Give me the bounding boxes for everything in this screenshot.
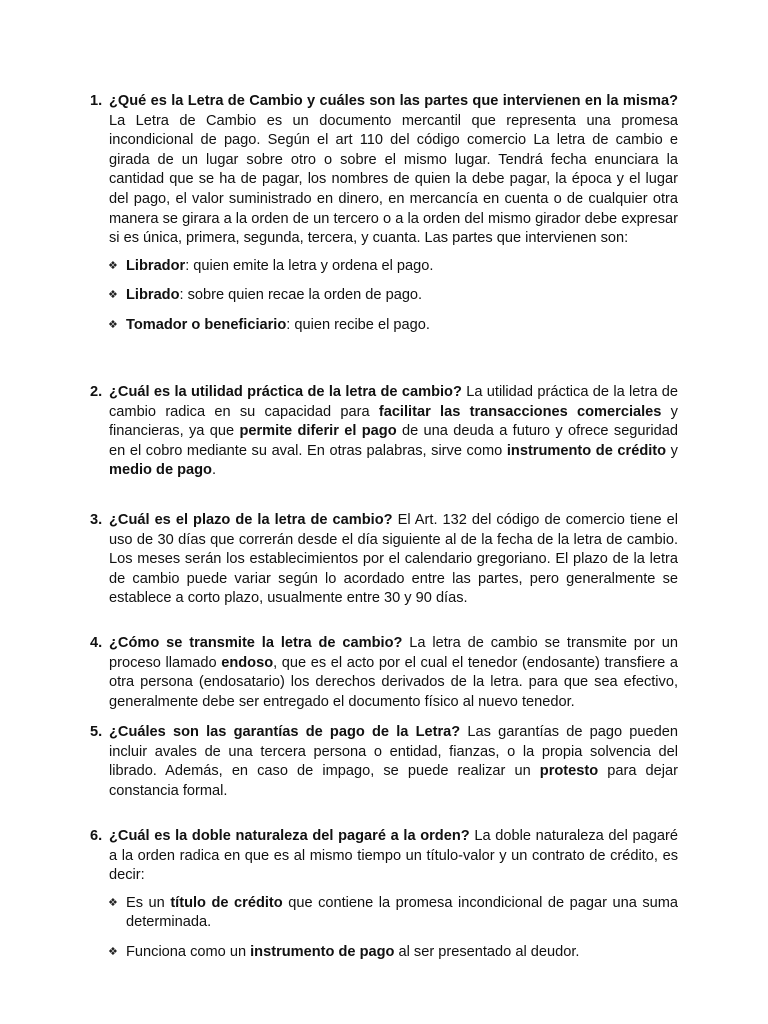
answer-text: de una deuda a futuro y ofrece seguridad en el cobro mediante su aval. En otras palabras, sirve como bbox=[109, 423, 678, 459]
list-item-text: : sobre quien recae la orden de pago. bbox=[179, 287, 423, 304]
list-item bbox=[90, 316, 678, 336]
question-5 bbox=[90, 723, 678, 801]
diamond-bullet-icon: ❖ bbox=[108, 945, 118, 958]
question-number: 2. bbox=[90, 384, 103, 400]
answer-text: y bbox=[666, 442, 678, 459]
question-number: 4. bbox=[90, 635, 103, 651]
diamond-bullet-icon: ❖ bbox=[108, 318, 118, 331]
list-item bbox=[90, 257, 678, 277]
list-item-term: Librador bbox=[126, 257, 186, 274]
diamond-bullet-icon: ❖ bbox=[108, 259, 118, 272]
question-1 bbox=[90, 92, 678, 336]
emphasis-text: protesto bbox=[539, 763, 599, 780]
answer-text: y financieras, ya que bbox=[109, 403, 678, 440]
question-6 bbox=[90, 827, 678, 963]
list-item-term: Librado bbox=[126, 287, 180, 304]
answer-text: La Letra de Cambio es un documento mercantil que representa una promesa incondicional de pago. Según el art 110 del código comercio La letra de cambio e girada de un lugar sobre otro o sobre el mismo lugar. Tendrá fecha enunciara la cantidad que se ha de pagar, los nombres de quien la debe pagar, la época y el lugar del pago, el valor suministrado en dinero, en mercancía en cuenta o de cualquier otra manera se girara a la orden de un tercero o a la orden del mismo girador debe expresar si es única, primera, segunda, tercera, y cuanta. Las partes que intervienen son: bbox=[109, 112, 678, 247]
list-item-text: : quien emite la letra y ordena el pago. bbox=[185, 257, 434, 274]
question-2 bbox=[90, 383, 678, 481]
answer-text: . bbox=[211, 462, 217, 479]
question-5-text bbox=[109, 723, 678, 801]
list-item-term: Tomador o beneficiario bbox=[126, 316, 287, 333]
list-item-term: instrumento de pago bbox=[250, 943, 395, 960]
question-title: ¿Qué es la Letra de Cambio y cuáles son las partes que intervienen en la misma? bbox=[109, 93, 678, 109]
list-item-text: : quien recibe el pago. bbox=[286, 316, 430, 333]
question-title: ¿Cómo se transmite la letra de cambio? bbox=[109, 635, 403, 651]
list-item bbox=[90, 943, 678, 963]
answer-text: La utilidad práctica de la letra de cambio radica en su capacidad para bbox=[109, 384, 678, 420]
list-item-text: Es un bbox=[126, 894, 171, 911]
question-2-text bbox=[109, 383, 678, 481]
question-3 bbox=[90, 511, 678, 609]
emphasis-text: permite diferir el pago bbox=[239, 423, 397, 440]
question-number: 1. bbox=[90, 93, 103, 109]
question-title: ¿Cuál es la utilidad práctica de la letra de cambio? bbox=[109, 384, 462, 400]
question-6-text bbox=[109, 827, 678, 886]
list-item-term: título de crédito bbox=[170, 894, 283, 911]
answer-text: La letra de cambio se transmite por un proceso llamado bbox=[109, 635, 678, 671]
question-4-text bbox=[109, 634, 678, 712]
diamond-bullet-icon: ❖ bbox=[108, 289, 118, 302]
bullet-list bbox=[90, 257, 678, 336]
answer-text: La doble naturaleza del pagaré a la orden radica en que es al mismo tiempo un título-valor y un contrato de crédito, es decir: bbox=[109, 828, 678, 884]
answer-text: , que es el acto por el cual el tenedor (endosante) transfiere a otra persona (endosatario) los derechos derivados de la letra. para que sea efectivo, generalmente debe ser entregado el documento físico al nuevo tenedor. bbox=[109, 654, 679, 710]
list-item-text: al ser presentado al deudor. bbox=[394, 943, 580, 960]
list-item bbox=[90, 894, 678, 933]
answer-text: El Art. 132 del código de comercio tiene el uso de 30 días que correrán desde el día siguiente al de la fecha de la letra de cambio. Los meses serán los establecimientos por el calendario gregoriano. El plazo de la letra de cambio puede variar según lo acordado entre las partes, pero generalmente se establece a corto plazo, usualmente entre 30 y 90 días. bbox=[109, 512, 678, 607]
question-3-text bbox=[109, 511, 678, 609]
question-4 bbox=[90, 634, 678, 712]
question-title: ¿Cuál es el plazo de la letra de cambio? bbox=[109, 512, 393, 528]
question-number: 6. bbox=[90, 828, 103, 844]
question-number: 5. bbox=[90, 724, 103, 740]
emphasis-text: medio de pago bbox=[109, 462, 212, 479]
list-item bbox=[90, 286, 678, 306]
question-title: ¿Cuál es la doble naturaleza del pagaré a la orden? bbox=[109, 828, 470, 844]
emphasis-text: endoso bbox=[221, 654, 274, 671]
question-1-text bbox=[109, 92, 678, 249]
question-title: ¿Cuáles son las garantías de pago de la Letra? bbox=[109, 724, 461, 740]
answer-text: Las garantías de pago pueden incluir avales de una tercera persona o entidad, fianzas, o la propia solvencia del librado. Además, en caso de impago, se puede realizar un bbox=[109, 724, 679, 780]
emphasis-text: facilitar las transacciones comerciales bbox=[378, 403, 662, 420]
answer-text: para dejar constancia formal. bbox=[109, 763, 678, 799]
list-item-text: que contiene la promesa incondicional de pagar una suma determinada. bbox=[126, 894, 679, 931]
list-item-text: Funciona como un bbox=[126, 943, 251, 960]
emphasis-text: instrumento de crédito bbox=[506, 442, 667, 459]
question-number: 3. bbox=[90, 512, 103, 528]
bullet-list bbox=[90, 894, 678, 963]
diamond-bullet-icon: ❖ bbox=[108, 896, 118, 909]
